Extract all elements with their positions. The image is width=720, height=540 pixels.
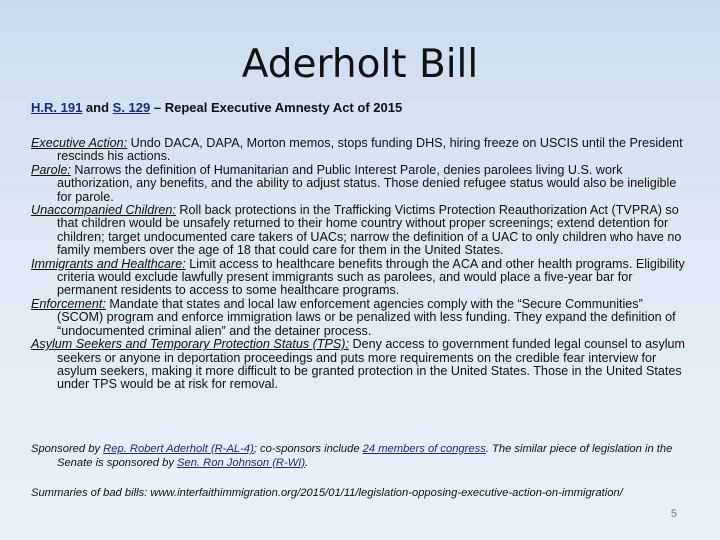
provision-healthcare	[31, 256, 691, 298]
provision-asylum-tps	[31, 337, 691, 392]
provision-heading: Asylum Seekers and Temporary Protection Status (TPS):	[31, 337, 350, 352]
provision-enforcement	[31, 296, 691, 338]
s-129-link[interactable]: S. 129	[112, 100, 151, 115]
provision-parole	[31, 162, 691, 204]
provision-heading: Immigrants and Healthcare:	[31, 256, 186, 271]
sen-johnson-link[interactable]: Sen. Ron Johnson (R-WI)	[177, 456, 306, 469]
sponsor-note	[31, 443, 696, 470]
sponsor-pre: Sponsored by	[31, 443, 104, 455]
sponsor-mid2: . The similar piece of legislation in the Senate is sponsored by	[57, 443, 673, 469]
rep-aderholt-link[interactable]: Rep. Robert Aderholt (R-AL-4)	[103, 443, 254, 455]
provision-text: Limit access to healthcare benefits through the ACA and other health programs. Eligibility criteria would exclude lawfully present immigrants such as parolees, and would place a five-year bar for permanent residents to access to some healthcare programs.	[57, 256, 685, 298]
provision-text: Deny access to government funded legal counsel to asylum seekers or anyone in deportation proceedings and puts more requirements on the credible fear interview for asylum seekers, making it more difficult to be granted protection in the United States. Those in the United States under TPS would be at risk for removal.	[57, 337, 686, 392]
hr-191-link[interactable]: H.R. 191	[31, 100, 83, 115]
provision-heading: Unaccompanied Children:	[31, 203, 176, 218]
provision-list	[31, 137, 691, 392]
slide-title: Aderholt Bill	[241, 42, 479, 87]
provision-text: Narrows the definition of Humanitarian and Public Interest Parole, denies parolees living U.S. work authorization, any benefits, and the ability to adjust status. Those denied refugee status would also be ineligible for parole.	[57, 162, 677, 204]
provision-heading: Parole:	[31, 162, 71, 177]
provision-text: Mandate that states and local law enforcement agencies comply with the “Secure Communities” (SCOM) program and enforce immigration laws or be penalized with less funding. They expand the definition of “undocumented criminal alien” and the detainer process.	[57, 296, 676, 338]
cosponsors-link[interactable]: 24 members of congress	[362, 443, 486, 455]
bill-name: – Repeal Executive Amnesty Act of 2015	[150, 100, 403, 115]
provision-text: Undo DACA, DAPA, Morton memos, stops funding DHS, hiring freeze on USCIS until the President rescinds his actions.	[57, 136, 683, 164]
provision-heading: Executive Action:	[31, 136, 128, 150]
summaries-note: Summaries of bad bills: www.interfaithimmigration.org/2015/01/11/legislation-opposing-executive-action-on-immigration/	[31, 487, 623, 499]
bill-line	[31, 100, 691, 115]
provision-heading: Enforcement:	[31, 296, 106, 311]
page-number: 5	[670, 508, 677, 520]
sponsor-mid: ; co-sponsors include	[253, 443, 363, 455]
bill-and: and	[82, 100, 113, 115]
sponsor-end: .	[305, 456, 309, 469]
provision-executive-action	[31, 136, 691, 164]
provision-text: Roll back protections in the Trafficking Victims Protection Reauthorization Act (TVPRA) so that children would be unsafely returned to their home country without proper screenings; extend detention for children; target undocumented care takers of UACs; narrow the definition of a UAC to only children who have no family members over the age of 18 that could care for them in the United States.	[57, 203, 682, 258]
provision-unaccompanied-children	[31, 203, 691, 258]
